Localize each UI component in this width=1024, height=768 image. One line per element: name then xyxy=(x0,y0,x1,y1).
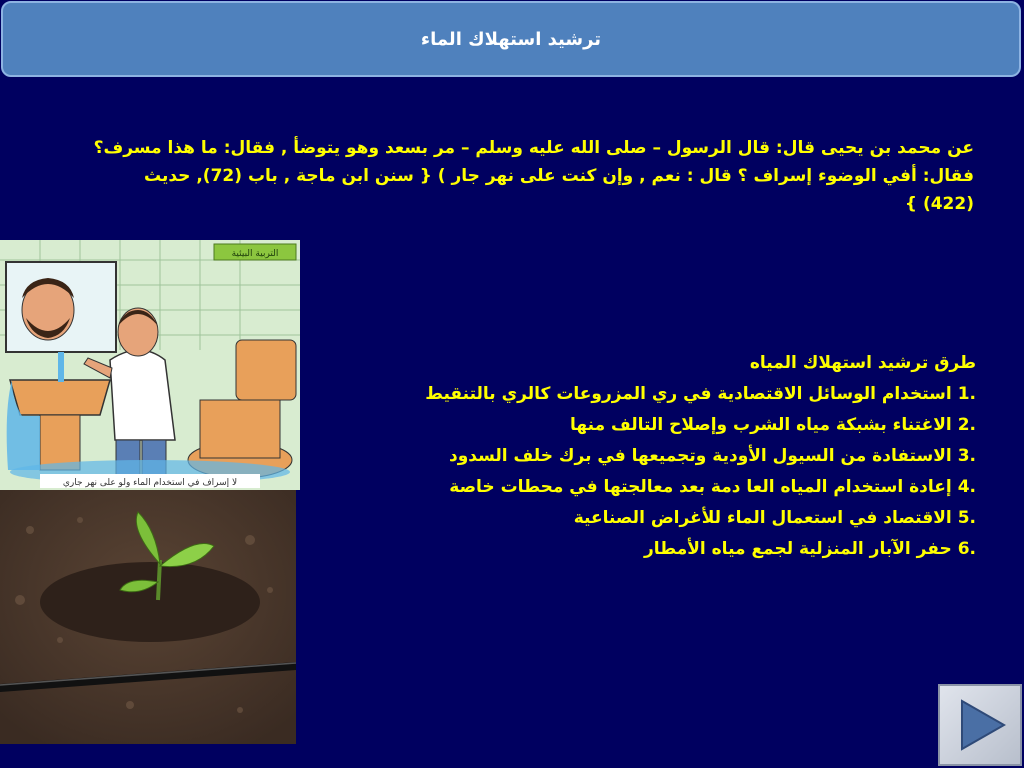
cartoon-caption: لا إسراف في استخدام الماء ولو على نهر جاري xyxy=(62,478,238,488)
water-waste-cartoon xyxy=(0,240,300,490)
methods-heading: طرق ترشيد استهلاك المياه xyxy=(749,353,976,373)
list-item: 1.استخدام الوسائل الاقتصادية في ري المزروعات كالري بالتنقيط xyxy=(425,384,976,404)
list-item: 6.حفر الآبار المنزلية لجمع مياه الأمطار xyxy=(643,539,976,559)
list-item: 5.الاقتصاد في استعمال الماء للأغراض الصناعية xyxy=(573,508,976,528)
hadith-text: عن محمد بن يحيى قال: قال الرسول – صلى الله عليه وسلم – مر بسعد وهو يتوضأ , فقال: ما هذا مسرف؟ فقال: أفي الوضوء إسراف ؟ قال : نعم , وإن كنت على نهر جار ) { سنن ابن ماجة , باب (72), حديث (422) } xyxy=(93,138,974,214)
list-item: 4.إعادة استخدام المياه العا دمة بعد معالجتها في محطات خاصة xyxy=(449,477,976,497)
play-triangle-icon xyxy=(952,697,1008,753)
list-item: 3.الاستفادة من السيول الأودية وتجميعها في برك خلف السدود xyxy=(449,446,976,466)
water-saving-methods xyxy=(300,348,976,565)
title-bar xyxy=(1,1,1021,77)
list-item: 2.الاغتناء بشبكة مياه الشرب وإصلاح التالف منها xyxy=(570,415,976,435)
drip-irrigation-photo xyxy=(0,490,296,744)
slide-title: ترشيد استهلاك الماء xyxy=(420,28,602,50)
next-slide-button[interactable] xyxy=(938,684,1022,766)
cartoon-badge: التربية البيئية xyxy=(231,249,279,259)
